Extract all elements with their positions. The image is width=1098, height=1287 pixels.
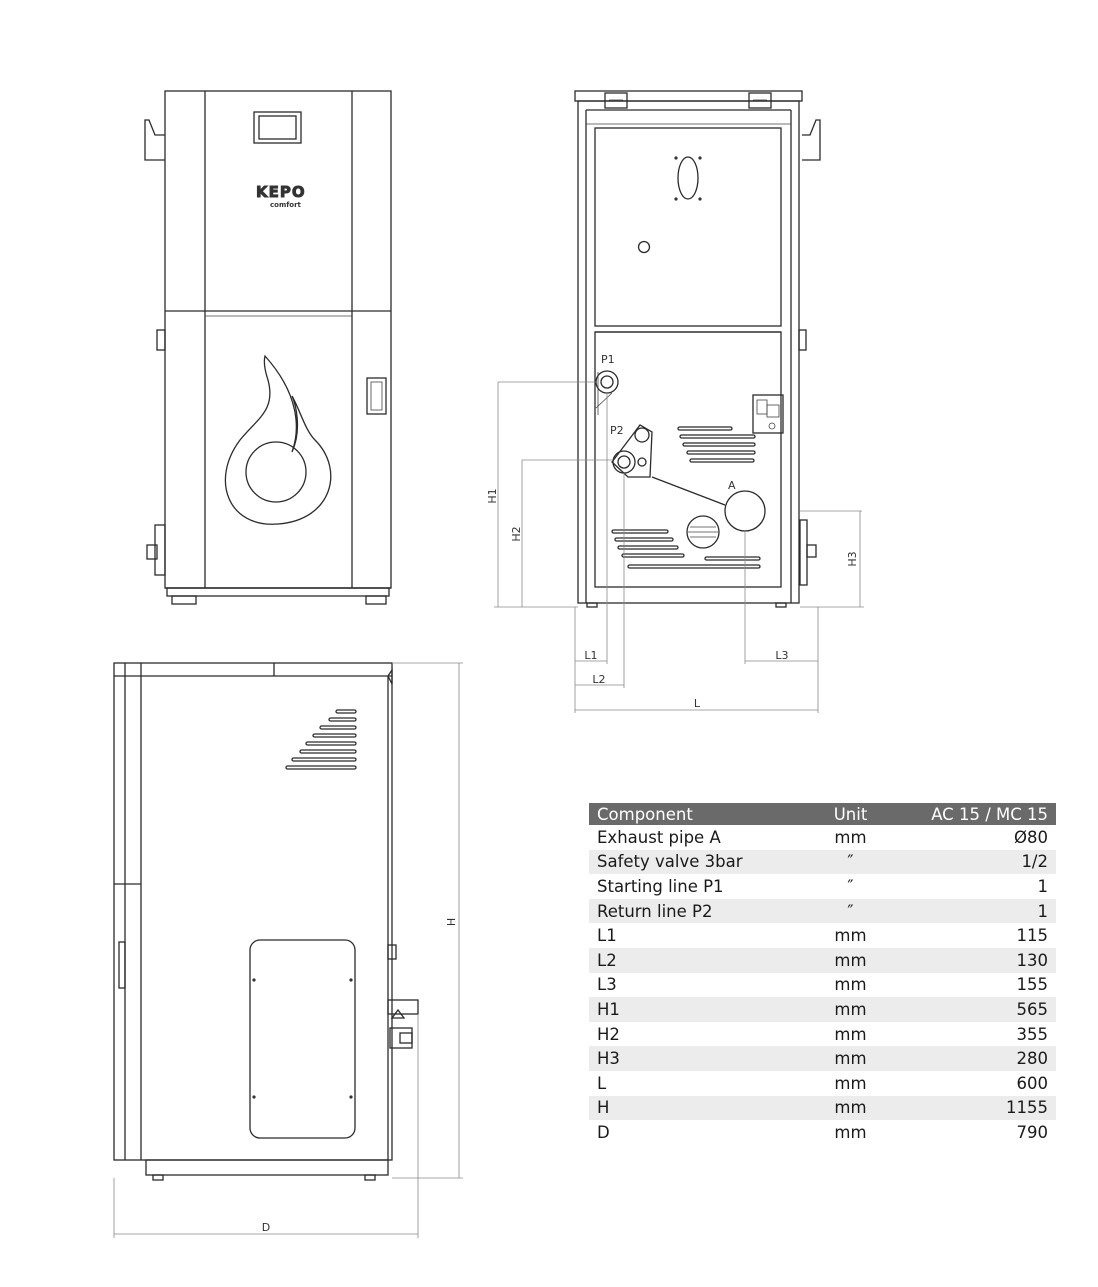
dim-h: H xyxy=(445,917,458,927)
specification-table xyxy=(589,803,1056,1145)
cell-component: H xyxy=(589,1096,804,1121)
table-row xyxy=(589,899,1056,924)
cell-component: H3 xyxy=(589,1046,804,1071)
door-handle xyxy=(367,378,386,414)
cell-unit: mm xyxy=(804,1096,897,1121)
cell-unit: mm xyxy=(834,1024,867,1044)
cell-unit: mm xyxy=(834,827,867,847)
label-p2: P2 xyxy=(610,424,624,437)
table-row xyxy=(589,948,1056,973)
back-view xyxy=(575,91,820,607)
table-row xyxy=(589,923,1056,948)
cell-value: 155 xyxy=(1016,975,1048,995)
cell-unit: ″ xyxy=(847,876,854,896)
side-view xyxy=(114,663,418,1180)
table-row xyxy=(589,850,1056,875)
table-row xyxy=(589,874,1056,899)
cell-unit: ″ xyxy=(804,850,897,875)
side-access-panel xyxy=(250,940,355,1138)
table-row xyxy=(589,1120,1056,1145)
dim-l2: L2 xyxy=(592,673,606,686)
dim-d: D xyxy=(261,1221,271,1234)
cell-value: 280 xyxy=(897,1046,1056,1071)
header-unit: Unit xyxy=(804,803,897,825)
p1-connection xyxy=(596,371,618,393)
cell-component: L1 xyxy=(597,926,617,946)
cell-value: 355 xyxy=(1016,1024,1048,1044)
cell-unit: mm xyxy=(834,1073,867,1093)
cell-value: 600 xyxy=(1016,1073,1048,1093)
dim-h3: H3 xyxy=(846,551,859,567)
brand-logo: KEPO xyxy=(256,183,306,201)
cell-component: Return line P2 xyxy=(589,899,804,924)
cell-component: L3 xyxy=(597,975,617,995)
cell-component: H2 xyxy=(597,1024,620,1044)
cell-component: Exhaust pipe A xyxy=(597,827,721,847)
cell-value: 130 xyxy=(897,948,1056,973)
cell-value: 790 xyxy=(1016,1122,1048,1142)
label-a: A xyxy=(728,479,736,492)
cell-value: 1 xyxy=(897,899,1056,924)
cell-value: Ø80 xyxy=(1014,827,1048,847)
dim-l3: L3 xyxy=(775,649,789,662)
dim-l1: L1 xyxy=(584,649,598,662)
table-row xyxy=(589,825,1056,850)
flue-opening xyxy=(678,157,698,199)
handle-icon xyxy=(145,120,165,160)
side-vent-grille xyxy=(286,710,356,769)
cell-component: H1 xyxy=(589,997,804,1022)
table-row xyxy=(589,973,1056,998)
dim-h1: H1 xyxy=(486,488,499,504)
table-row xyxy=(589,1046,1056,1071)
header-value: AC 15 / MC 15 xyxy=(897,803,1056,825)
cell-unit: ″ xyxy=(804,899,897,924)
cell-unit: mm xyxy=(804,1046,897,1071)
cell-unit: mm xyxy=(834,1122,867,1142)
front-view xyxy=(145,91,391,604)
cell-value: 1/2 xyxy=(897,850,1056,875)
cell-value: 565 xyxy=(897,997,1056,1022)
cell-component: Starting line P1 xyxy=(597,876,724,896)
table-header xyxy=(589,803,1056,825)
cell-value: 115 xyxy=(1016,926,1048,946)
cell-component: L2 xyxy=(589,948,804,973)
side-view-dimensions xyxy=(114,663,463,1238)
handle-icon xyxy=(802,120,820,160)
table-row xyxy=(589,1096,1056,1121)
cell-value: 1155 xyxy=(897,1096,1056,1121)
cell-component: L xyxy=(597,1073,607,1093)
cell-component: D xyxy=(597,1122,610,1142)
brand-model: comfort xyxy=(270,201,301,209)
exhaust-pipe-a xyxy=(725,491,765,531)
p2-connection xyxy=(613,451,635,473)
cell-unit: mm xyxy=(834,975,867,995)
vent-grille-upper xyxy=(678,427,755,462)
cell-unit: mm xyxy=(804,997,897,1022)
table-row xyxy=(589,997,1056,1022)
table-row xyxy=(589,1022,1056,1047)
table-row xyxy=(589,1071,1056,1096)
dim-h2: H2 xyxy=(510,526,523,542)
cell-unit: mm xyxy=(834,926,867,946)
label-p1: P1 xyxy=(601,353,615,366)
cell-component: Safety valve 3bar xyxy=(589,850,804,875)
cell-value: 1 xyxy=(1037,876,1048,896)
header-component: Component xyxy=(589,803,804,825)
vent-grille-lower xyxy=(612,530,760,568)
flame-icon xyxy=(225,356,330,524)
cell-unit: mm xyxy=(804,948,897,973)
dim-l: L xyxy=(693,697,701,710)
